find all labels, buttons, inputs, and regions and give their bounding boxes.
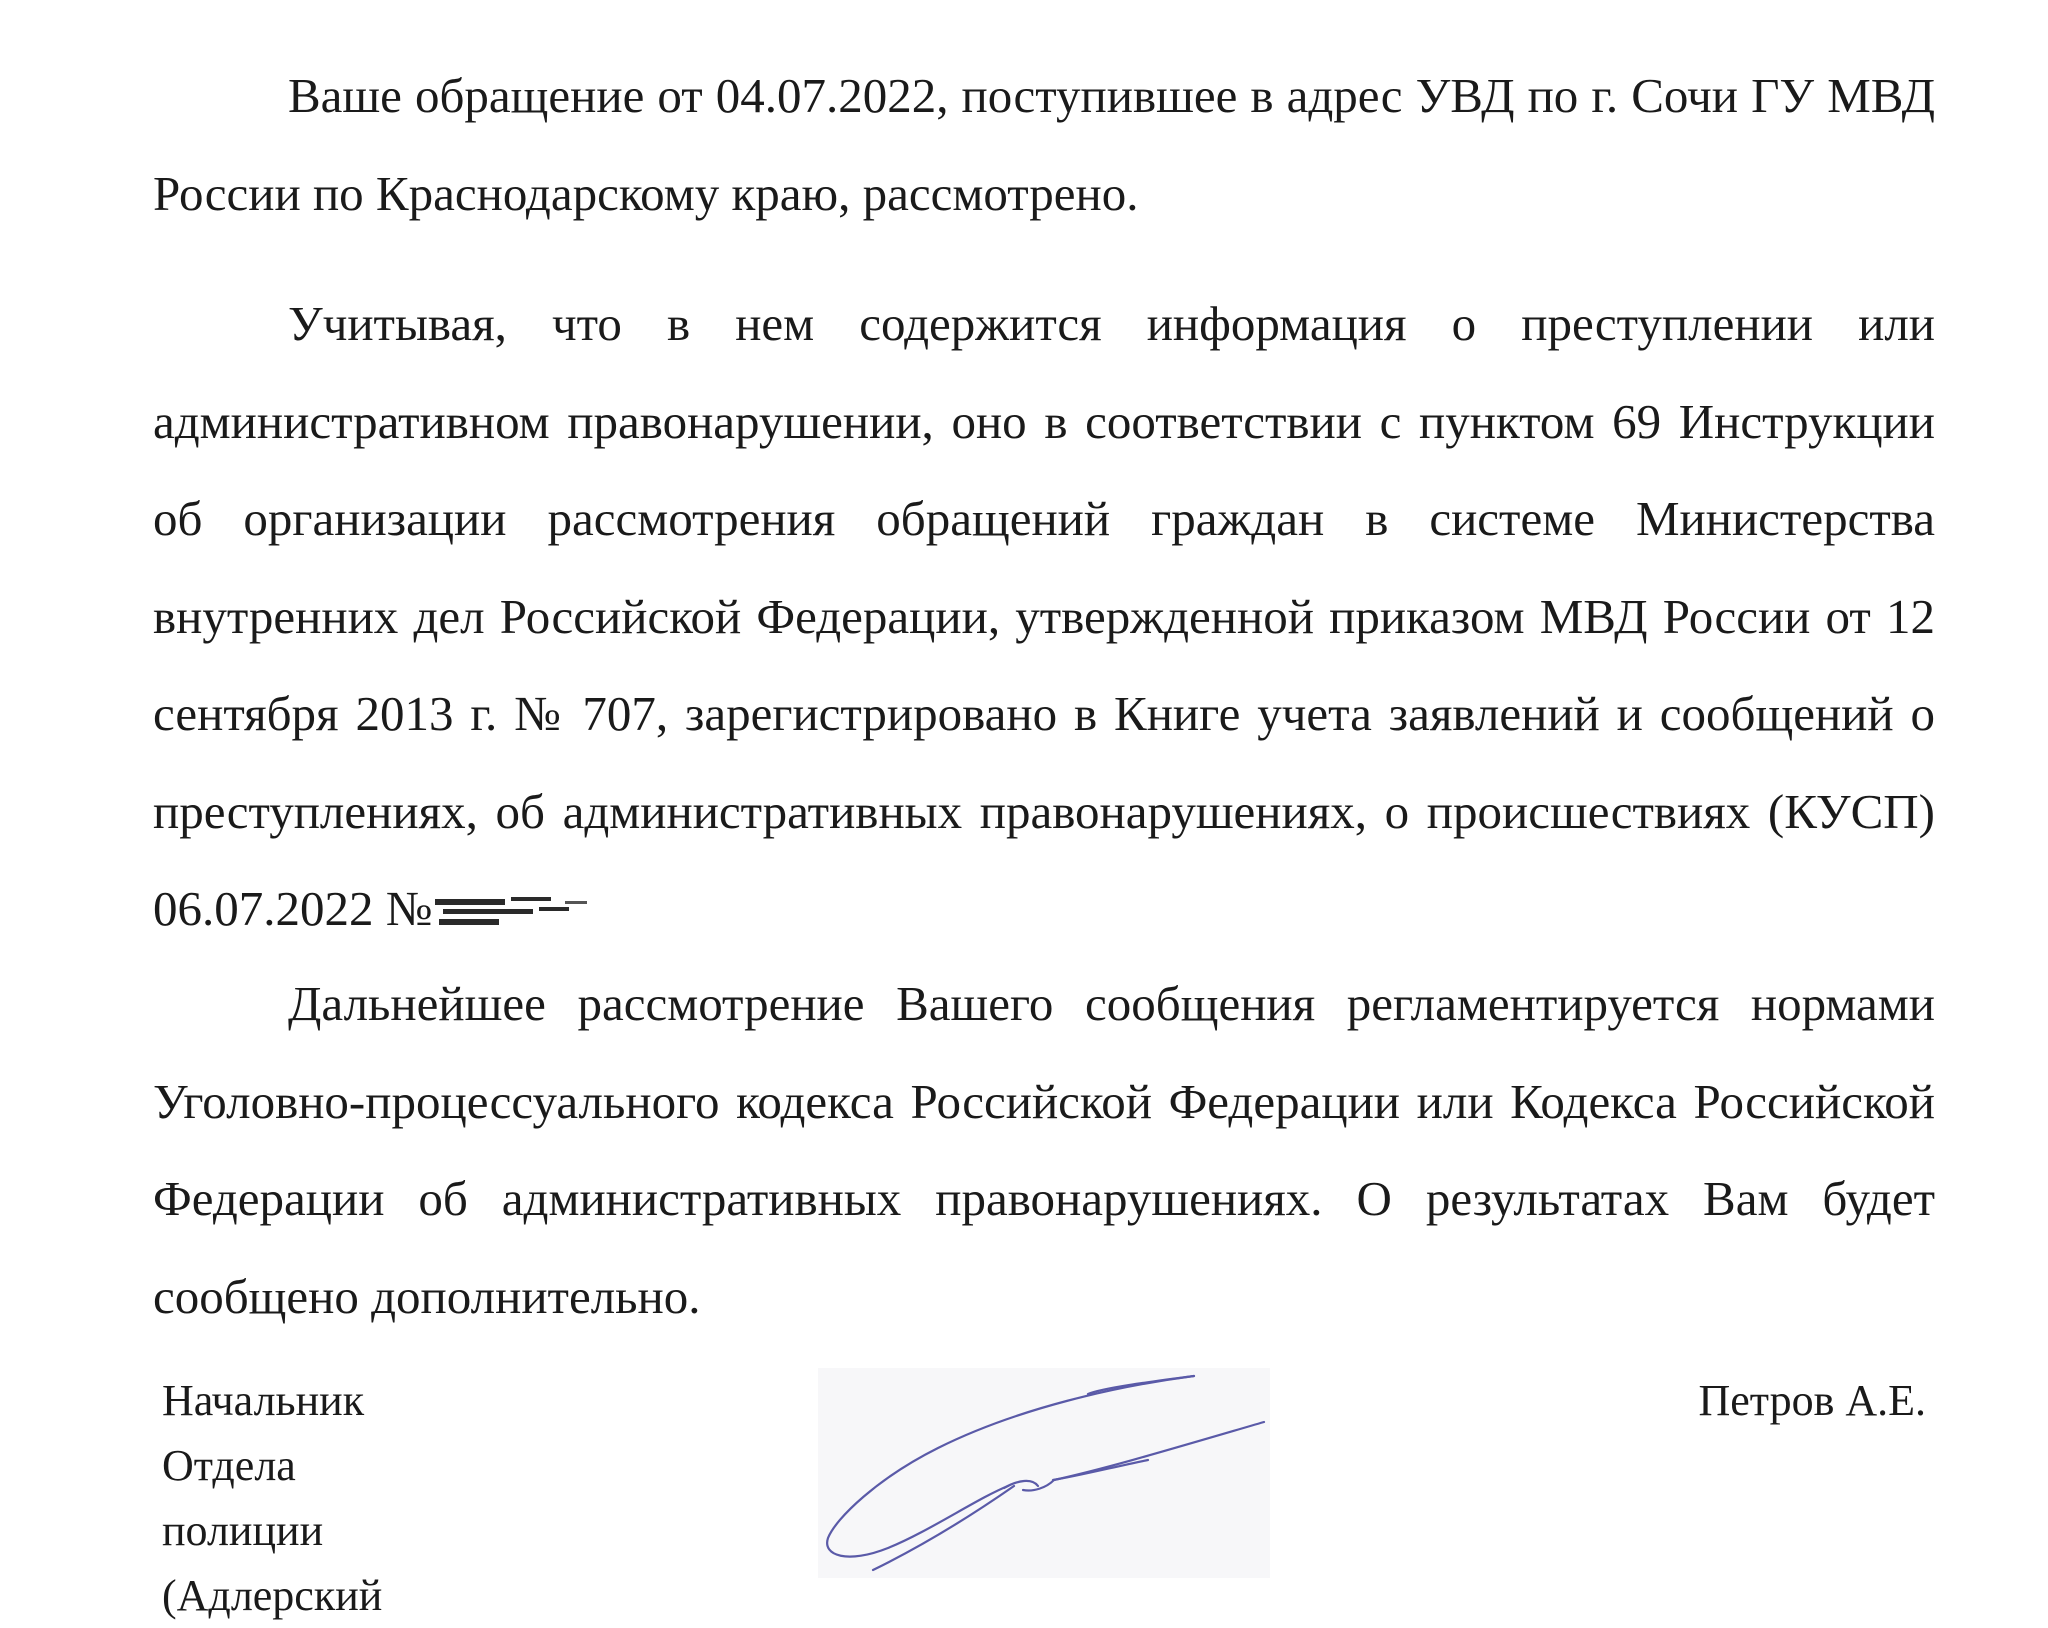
paragraph-registration [153,275,1935,958]
paragraph-further-review: Дальнейшее рассмотрение Вашего сообщения регламентируется нормами Уголовно-процессуального кодекса Российской Федерации или Кодекса Российской Федерации об административных правонарушениях. О результатах Вам будет сообщено дополнительно. [153,976,1935,1324]
handwritten-signature [818,1368,1270,1578]
position-line: Отдела [162,1441,296,1490]
signature-icon [818,1368,1270,1578]
position-line: (Адлерский [162,1571,383,1620]
paragraph-registration-text: Учитывая, что в нем содержится информация о преступлении или административном правонарушении, оно в соответствии с пунктом 69 Инструкции об организации рассмотрения обращений граждан в системе Министерства внутренних дел Российской Федерации, утвержденной приказом МВД России от 12 сентября 2013 г. № 707, зарегистрировано в Книге учета заявлений и сообщений о преступлениях, об административных правонарушениях, о происшествиях (КУСП) 06.07.2022 № [153,296,1935,936]
position-line: полиции [162,1506,324,1555]
position-line: Начальник [162,1376,365,1425]
signatory-position [162,1368,382,1628]
signatory-name: Петров А.Е. [1698,1376,1926,1425]
redacted-number [435,889,610,929]
paragraph-intro: Ваше обращение от 04.07.2022, поступившее в адрес УВД по г. Сочи ГУ МВД России по Краснодарскому краю, рассмотрено. [153,68,1935,221]
